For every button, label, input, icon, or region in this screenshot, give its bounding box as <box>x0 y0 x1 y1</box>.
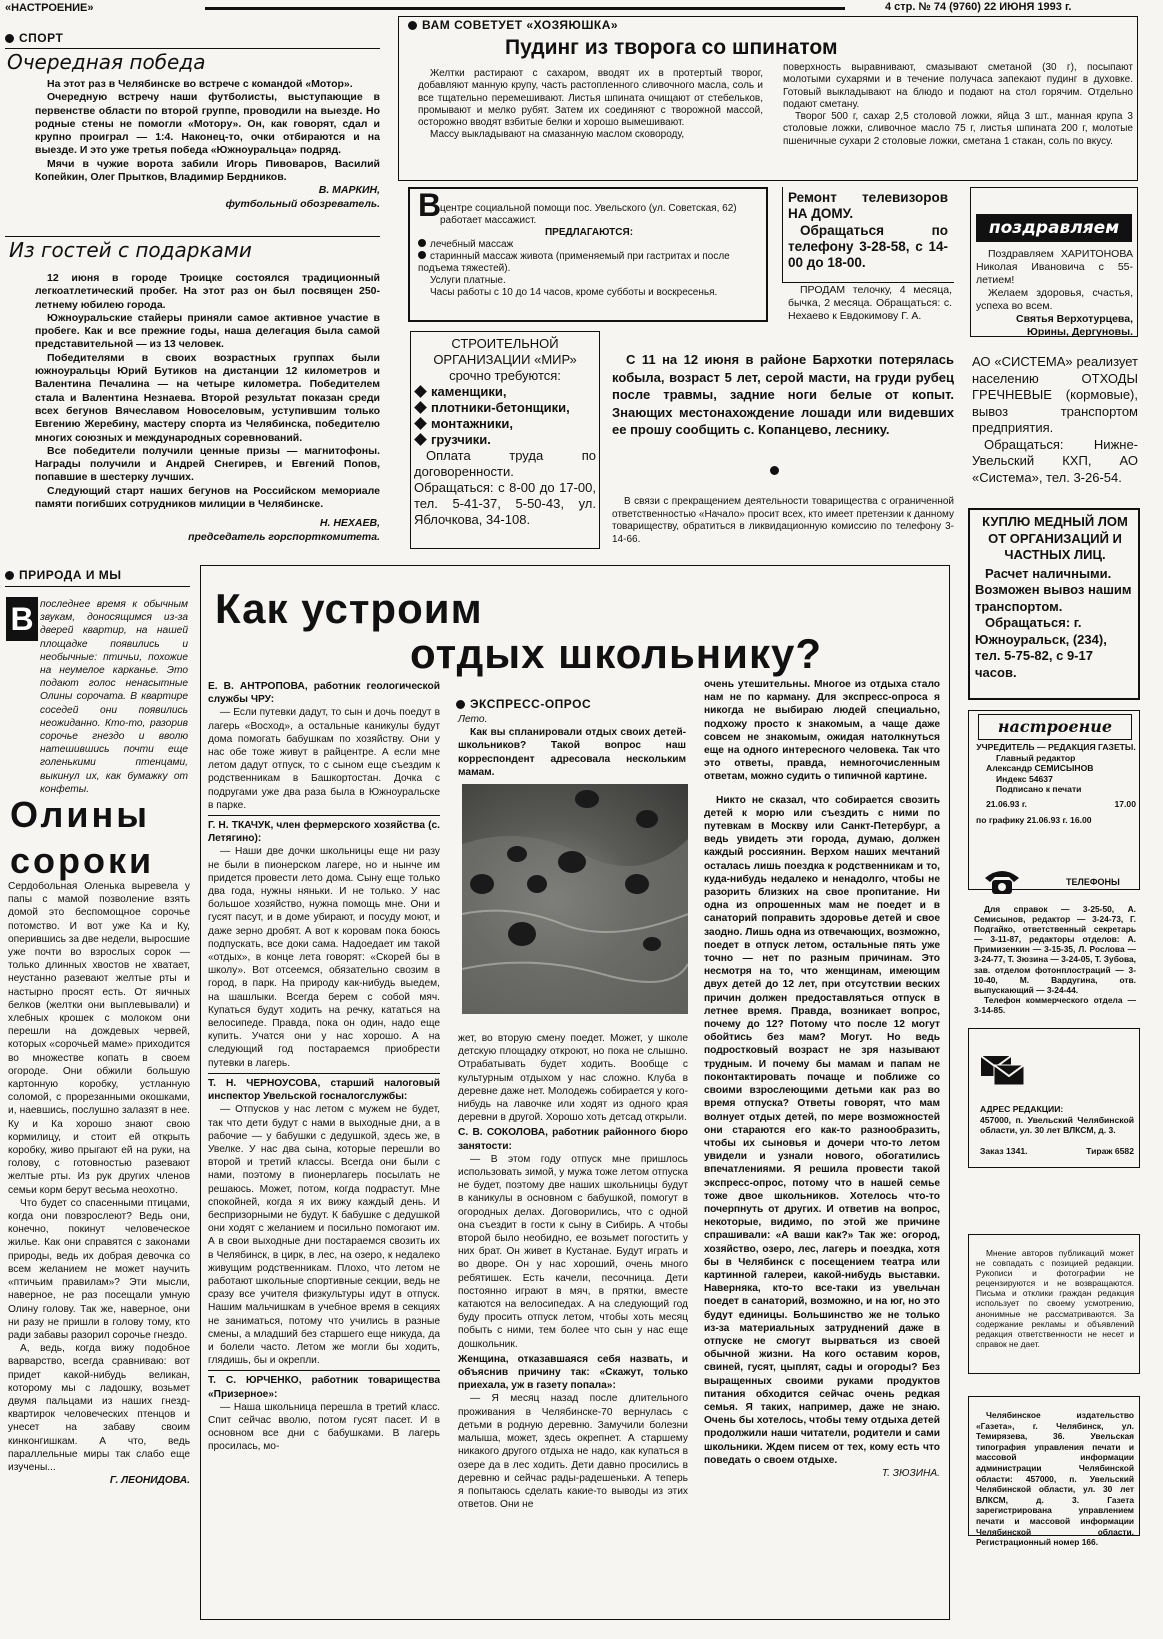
sport-rubric: СПОРТ <box>5 31 63 45</box>
address-block: АДРЕС РЕДАКЦИИ: 457000, п. Увельский Челябинской области, ул. 30 лет ВЛКСМ, д. 3. Заказ 1341. Тираж 6582 <box>980 1104 1134 1156</box>
liquidation-notice: В связи с прекращением деятельности товарищества с ограниченной ответственностью «Начало» просит всех, кто имеет претензии к данному товариществу, обратиться в ликвидационную комиссию по телефону 3-14-66. <box>612 496 954 545</box>
sport-rule <box>5 48 380 49</box>
tv-repair-ad: Ремонт телевизоров НА ДОМУ. Обращаться по телефону 3-28-58, с 14-00 до 18-00. <box>788 190 948 271</box>
respondent-name: Е. В. АНТРОПОВА, работник геологической службы ЧРУ: <box>208 681 440 706</box>
nature-rubric: ПРИРОДА И МЫ <box>5 568 122 582</box>
sistema-ad: АО «СИСТЕМА» реализует населению ОТХОДЫ ГРЕЧНЕВЫЕ (кормовые), вывоз транспортом предприятия. Обращаться: Нижне-Увельский КХП, АО «Система», тел. 3-26-54. <box>972 354 1138 485</box>
author-role: председатель горспорткомитета. <box>188 530 380 543</box>
author: Г. ЛЕОНИДОВА. <box>109 1475 190 1487</box>
express-intro: Лето. Как вы спланировали отдых своих детей-школьников? Такой вопрос наш корреспондент адресовала нескольким мамам. <box>458 714 686 778</box>
paper-name: «НАСТРОЕНИЕ» <box>5 2 94 14</box>
issue-info: 4 стр. № 74 (9760) 22 ИЮНЯ 1993 г. <box>885 1 1072 13</box>
rubric-dot-icon <box>5 34 14 43</box>
separator-dot-icon <box>770 466 779 475</box>
masthead-rule <box>205 7 845 10</box>
lost-horse-ad: С 11 на 12 июня в районе Бархотки потерялась кобыла, возраст 5 лет, серой масти, на груди рубец после травмы, задние ноги белые от копыт. Знающих местонахождение лошади или видевших ее прошу сообщить с. Копанцево, леснику. <box>612 352 954 437</box>
greeting-body: Поздравляем ХАРИТОНОВА Николая Ивановича с 55-летием! Желаем здоровья, счастья, успеха во всем. Святья Верхотурцева, Юрины, Дергуновы. <box>976 248 1133 338</box>
sport-article2-title: Из гостей с подарками <box>9 238 252 262</box>
recipe-title: Пудинг из творога со шпинатом <box>505 36 838 59</box>
bullet-icon <box>418 251 426 259</box>
greeting-banner: поздравляем <box>976 214 1132 242</box>
respondent-name: Т. Н. ЧЕРНОУСОВА, старший налоговый инспектор Увельской госналогслужбы: <box>208 1077 440 1103</box>
sport-divider <box>5 236 380 237</box>
rubric-dot-icon <box>408 21 417 30</box>
massage-drop-cap: В <box>418 187 442 223</box>
diamond-bullet-icon <box>414 417 427 430</box>
vacation-title-line2: отдых школьнику? <box>410 630 822 677</box>
phones-label: ТЕЛЕФОНЫ <box>1066 877 1120 887</box>
rubric-dot-icon <box>5 571 14 580</box>
respondent-name: Женщина, отказавшаяся себя назвать, и объяснив причину так: «Скажут, только приехала, уж в газету попала»: <box>458 1353 688 1392</box>
diamond-bullet-icon <box>414 401 427 414</box>
diamond-bullet-icon <box>414 385 427 398</box>
disclaimer: Мнение авторов публикаций может не совпадать с позицией редакции. Рукописи и фотографии не рецензируются и не возвращаются. Письма и отклики граждан редакция использует по своему усмотрению, анонимные не рассматриваются. За содержание рекламы и объявлений редакция ответственности не несет и справок не дает. <box>976 1248 1134 1349</box>
vacation-col1: Е. В. АНТРОПОВА, работник геологической службы ЧРУ: — Если путевки дадут, то сын и дочь поедут в лагерь «Восход», а остальные каникулы будут дома помогать бабушкам по хозяйству. Они у нас обе тоже живут в райцентре. А если мне летом дадут отпуск, то с сыном еще съездим к родственникам в Башкортостан. Дочка с подругами уже два раза была в Южноуральске в парке. Г. Н. ТКАЧУК, член фермерского хозяйства (с. Летягино): — Наши две дочки школьницы еще ни разу не были в пионерском лагере, но и нынче им придется провести лето дома. Сыну еще только два года, нужны няньки. И не только. У нас большое хозяйство, нужна помощь мне. Они и гусят пасут, и в доме убирают, и посуду моют, и даже зерно дробят. А вот к коровам пока боюсь подпускать, все доки сама. Надоедает им такой «отдых», в конце лета говорят: «Скорей бы в школу». Вот отсеемся, обязательно свозим в город, в парк. На природу как-нибудь выедем, на шашлыки. Всегда берем с собой мяч. Купаться будут ходить на речку, кататься на велосипеде. Правда, пока он один, надо еще купить. Учатся они у нас хорошо. А на следующий год постараемся приобрести путевки в лагерь. Т. Н. ЧЕРНОУСОВА, старший налоговый инспектор Увельской госналогслужбы: — Отпусков у нас летом с мужем не будет, так что дети будут с нами в выходные дни, а в рабочие — у бабушки с дедушкой, здесь же, в Увелке. У нас два сына, которые перешли во второй и третий классы. Всегда они были с нами, поэтому в пионерлагерь посылать не решаюсь. Может, потом, когда подрастут. Мне спокойней, когда я их вижу каждый день. И беспризорными не будут. К бабушке с дедушкой они ходят с желанием и посильно помогают им. А в свои выходные дни постараемся свозить их в Челябинск, в цирк, в лес, на озеро, к недалеко живущим родственникам. Плохо, что летом не работают школьные спортивные секции, ведь не сразу все учителя физкультуры идут в отпуск. Нашим мальчишкам в учебное время в секциях не заниматься, потому что учились в разные смены, а младший без старшего еще никуда, да и болели часто. Летом же могли бы ходить, глядишь, бы и окрепли. Т. С. ЮРЧЕНКО, работник товарищества «Призерное»: — Наша школьница перешла в третий класс. Спит сейчас вволю, потом гусят пасет. И в основном все дни с бабушками. В лагерь просилась, мо- <box>208 681 440 1453</box>
recipe-col1: Желтки растирают с сахаром, вводят их в протертый творог, добавляют манную крупу, часть растопленного сливочного масла, соль и все тщательно перемешивают. Листья шпината очищают от стебельков, промывают и мелко рубят. Затем их соединяют с творожной массой, осторожно вводят взбитые белки и хорошо вымешивают. Массу выкладывают на смазанную маслом сковороду, <box>418 68 763 141</box>
phone-icon <box>983 866 1021 900</box>
nature-body: Сердобольная Оленька выревела у папы с мамой позволение взять домой это беспомощное сорочье потомство. И вот уже Ка и Ку, оперившись за две недели, выросшие уже почти во взрослых сорок — только длинных хвостов не хватает, неустанно разевают желтые рты и настырно просят есть. От яичных белков (желтки они выплевывали) и хлебных крошек с молоком они перешли на дождевых червей, которых «сорочьей маме» приходится во множестве копать в своем огороде. Они обжили большую картонную коробку, устланную соломой, с прорезанными окошками, и, наевшись, послушно залазят в нее. Ку и Ка хорошо знают свою кормилицу, и стоит ей открыть коробку, живо прыгают ей на руки, на голову, с готовностью разевают желтые рты. Из рук других членов семьи корм берут весьма неохотно. Что будет со спасенными птицами, когда они повзрослеют? Ведь они, конечно, покинут человеческое жилье. Как они справятся с законами природы, ведь их добрая девочка со всем желанием не может научить «птичьим правилам»? Эти мысли, наверное, не раз посещали умную Олину голову. Так же, наверное, они ни разу не пришли в голову тому, кто ради забавы разорил сорочье гнездо. А, ведь, когда вижу подобное варварство, всегда сравниваю: вот придет какой-нибудь великан, которому мы с ладошку, возьмет двумя пальцами из наших гнезд-квартирок человеческих птенцов и унесет на забаву своим кинконгишкам. А что, ведь параллельные миры так слабо еще изучены... Г. ЛЕОНИДОВА. <box>8 881 190 1487</box>
bullet-icon <box>418 239 426 247</box>
construction-ad: СТРОИТЕЛЬНОЙ ОРГАНИЗАЦИИ «МИР» срочно требуются: каменщики, плотники-бетонщики, монтажники, грузчики. Оплата труда по договоренности. Обращаться: с 8-00 до 17-00, тел. 5-41-37, 5-50-43, ул. Яблочкова, 34-108. <box>414 336 596 527</box>
printer-info: Челябинское издательство «Газета», г. Челябинск, ул. Темирязева, 36. Увельская типография управления печати и массовой информации администрации Челябинской области: 457000, п. Увельский Челябинской области, ул. 30 лет ВЛКСМ, д. 3. Газета зарегистрирована управлением печати и массовой информации Челябинской области. Регистрационный номер 166. <box>976 1410 1134 1548</box>
vacation-title-line1: Как устроим <box>215 585 483 632</box>
massage-body: центре социальной помощи пос. Увельского (ул. Советская, 62) работает массажист. ПРЕДЛАГАЮТСЯ: лечебный массаж старинный массаж живота (применяемый при гастритах и после подъема тяжестей). Услуги платные. Часы работы с 10 до 14 часов, кроме субботы и воскресенья. <box>418 203 737 298</box>
phones-text: Для справок — 3-25-50, А. Семисынов, редактор — 3-24-73, Г. Подгайко, ответственный секретарь — 3-11-87, редакторы отделов: А. Примизенкин — 3-15-35, Л. Рослова — 3-24-77, Т. Зюзина — 3-24-05, Т. Зубова, зав. отделом фотонплостраций — 3-10-40, М. Вардугина, отв. выпускающий — 3-24-44. Телефон коммерческого отдела — 3-14-85. <box>974 904 1136 1015</box>
recipe-rubric: ВАМ СОВЕТУЕТ «ХОЗЯЮШКА» <box>408 18 618 32</box>
respondent-name: Т. С. ЮРЧЕНКО, работник товарищества «Призерное»: <box>208 1375 440 1400</box>
sale-ad: ПРОДАМ телочку, 4 месяца, бычка, 2 месяца. Обращаться: с. Нехаево к Евдокимову Г. А. <box>788 284 952 322</box>
nature-drop-cap: В <box>6 597 38 641</box>
nature-title: Олины сороки <box>10 794 155 881</box>
imprint-logo: настроение <box>978 714 1132 740</box>
respondent-name: С. В. СОКОЛОВА, работник районного бюро занятости: <box>458 1127 688 1152</box>
imprint-details: УЧРЕДИТЕЛЬ — РЕДАКЦИЯ ГАЗЕТЫ. Главный редактор Александр СЕМИСЫНОВ Индекс 54637 Подписано к печати 21.06.93 г. 17.00 по графику 21.06.93 г. 16.00 <box>976 742 1136 825</box>
sport-article1-body: На этот раз в Челябинске во встрече с командой «Мотор». Очередную встречу наши футболисты, выступающие в первенстве области по второй группе, проводили на выезде. Но родные стены не помогли «Мотору». Он, как говорят, сдал и крупно проиграл — 1:4. Наконец-то, очки отбираются и на выезде. И это уже третья победа «Южноуральца» подряд. Мячи в чужие ворота забили Игорь Пивоваров, Василий Копейкин, Олег Прытков, Владимир Бердников. В. МАРКИН, футбольный обозреватель. <box>35 78 380 210</box>
diamond-bullet-icon <box>414 433 427 446</box>
nature-intro: последнее время к обычным звукам, доносящимся из-за дверей квартир, на нашей площадке появились и необычные: птичьи, похожие на неумелое карканье. Это подают голос ненасытные Олины сорочата. В квартире соседей они появились неожиданно. Кто-то, разорив сорочье гнездо и вволю натешившись почти еще голенькими птенцами, выкинул их, как бумажку от конфеты. <box>40 599 188 795</box>
sport-article2-body: 12 июня в городе Троицке состоялся традиционный легкоатлетический пробег. На этот раз он был посвящен 250-летнему юбилею города. Южноуральские стайеры приняли самое активное участие в пробеге. Как и все прежние годы, наша делегация была самой представительной — из 13 человек. Победителями в своих возрастных группах были южноуральцы Юрий Бутиков на дистанции 12 километров и Валентина Печалина — на четыре километра. Победителем стала и Валентина Незнаева. Второй результат показан среди всех бегунов Вячеславом Новоселовым, уступившим только Евгению Жеребину, мастеру спорта из Челябинска, победителю многих союзных и международных соревнований. Все победители получили ценные призы — магнитофоны. Награды получили и Андрей Снегирев, и Евгений Попов, попавшие в шестерку лучших. Следующий старт наших бегунов на Российском мемориале памяти погибших сотрудников милиции в Челябинске. Н. НЕХАЕВ, председатель горспорткомитета. <box>35 272 380 543</box>
nature-rule <box>5 586 190 587</box>
rubric-dot-icon <box>456 700 465 709</box>
envelope-icon <box>980 1055 1026 1091</box>
respondent-name: Г. Н. ТКАЧУК, член фермерского хозяйства (с. Летягино): <box>208 820 440 845</box>
recipe-col2: поверхность выравнивают, смазывают сметаной (30 г), посыпают молотыми сухарями и в течение получаса запекают пудинг в духовке. Готовый выкладывают на блюдо и подают на стол горячим. Отдельно подают сметану. Творог 500 г, сахар 2,5 столовой ложки, яйца 3 шт., манная крупа 3 столовые ложки, сливочное масло 75 г, листья шпината 200 г, молотые пшеничные сухари 2 столовые ложки, сметана 1 стакан, соль по вкусу. <box>783 62 1133 147</box>
copper-ad: КУПЛЮ МЕДНЫЙ ЛОМ ОТ ОРГАНИЗАЦИЙ И ЧАСТНЫХ ЛИЦ. Расчет наличными. Возможен вывоз нашим транспортом. Обращаться: г. Южноуральск, (234), тел. 5-75-82, с 9-17 часов. <box>975 514 1132 680</box>
express-rubric: ЭКСПРЕСС-ОПРОС <box>456 697 591 711</box>
vacation-col3: очень утешительны. Многое из отдыха стало нам не по карману. Для экспресс-опроса я никогда не выбираю людей специально, подхожу просто к знакомым, а чаще даже совсем не знакомым, ожидая натолкнуться еще на одного интересного человека. Так что это ответы, правда, немногочисленным ответам, можно судить о типичной картине. Никто не сказал, что собирается свозить детей к морю или съездить с ними по путевкам в Москву или Санкт-Петербург, а ведь увидеть эти города, думаю, должен каждый россиянин. Верхом наших мечтаний осталась лишь поездка к родственникам и то, куда-нибудь недалеко и ненадолго, чтобы не разорить близких на свое пропитание. Ни одна из опрошенных мам не поедет и в санаторий поправить здоровье детей и свое заодно. Лишь одна из отвечающих, возможно, поедет в отпуск летом, остальные пять уже точно — нет по разным причинам. Это несмотря на то, что женщинам, имеющим двух детей до 12 лет, при отсутствии веских причин должен предоставляться отпуск в летнее время. Правда, возникает вопрос, почему до 12? Потому что после 12 могут обойтись без мам? Могут. Но ведь подростковый возраст не зря называют трудным. И почему бы мамам и папам не поконтактировать почаще и поближе со своими взрослеющими детьми как раз во время отпуска? Ответы говорят, что мам волнует отдых детей, по мере возможностей они стараются его как-то разнообразить, чтобы их сыновья и дочери что-то летом увидели и узнали нового, обогатились впечатлениями. Я решила провести такой экспресс-опрос, потому что в нашей семье тоже двое школьников. Хотелось что-то почерпнуть от других. И ответив на вопрос, некоторые, видимо, по этой же причине спрашивали: «А ваши как?» Так же: огород, хозяйство, озеро, лес, лагерь и поездка, хотя бы в Челябинск с посещением театра или картинной галереи, какой-нибудь выставки. Наверняка, кто-то все-таки из увельчан поедет в санаторий, возможно, и на юг, но это будут единицы. Большинство же не только из-за материальных затруднений даже в отпуске не смогут вырваться из своей обычной жизни. На кого оставим коров, свиней, гусят, цыплят, сады и огороды? Без выращенных своими руками продуктов питания обходится сейчас очень редкая семья. Я таких, например, даже не знаю. Очень бы хотелось, чтобы тему отдыха детей продолжили наши читатели, родители и сами школьники. Ждем писем от тех, кому есть что поведать о своем отдыхе. Т. ЗЮЗИНА. <box>704 679 940 1479</box>
sport-article1-title: Очередная победа <box>7 50 206 74</box>
children-swimming-photo <box>462 784 688 1014</box>
author: В. МАРКИН, <box>318 184 380 197</box>
vacation-col2: жет, во вторую смену поедет. Может, у школе детскую площадку откроют, но пока не слышно. Отрабатывать будет ходить. Вообще с культурным отдыхом у нас сложно. Клуба в деревне даже нет. Молодежь собирается у кого-нибудь на лавочке или ходят из одного края деревни в другой. Хорошо хоть детсад открыли. С. В. СОКОЛОВА, работник районного бюро занятости: — В этом году отпуск мне пришлось использовать зимой, у мужа тоже летом отпуска не будет, поэтому две наших школьницы будут в каникулы в основном с бабушкой, помогут в огородных делах. Договорились, что с одной она съездит в гости к сыну в Сибирь. А чтобы второй было необидно, ее возьмет погостить у них брат. Он живет в Кустанае. Будут играть и во дворе. Он у нас хороший, очень много ребятишек. Есть качели, песочница. Дети постоянно играют в мяч, в прятки, вместе катаются на велосипедах. А на следующий год буду просить отпуск летом, чтобы хоть месяц побыть с ними, тем более что сын у нас еще дошкольник. Женщина, отказавшаяся себя назвать, и объяснив причину так: «Скажут, только приехала, уж в газету попала»: — Я месяц назад после длительного проживания в Челябинске-70 вернулась с детьми в родную деревню. Замучили болезни малыша, может, здесь окрепнет. А старшему никакого другого отдыха не надо, как купаться в озере да в лес ходить. Дети давно просились в деревню и сейчас рады-радешеньки. А теперь я попытаюсь сделать какие-то выводы из этих ответов. Они не <box>458 1033 688 1511</box>
author: Т. ЗЮЗИНА. <box>881 1467 940 1479</box>
photo-illustration <box>462 784 688 1014</box>
author-role: футбольный обозреватель. <box>225 197 380 210</box>
author: Н. НЕХАЕВ, <box>319 517 380 530</box>
